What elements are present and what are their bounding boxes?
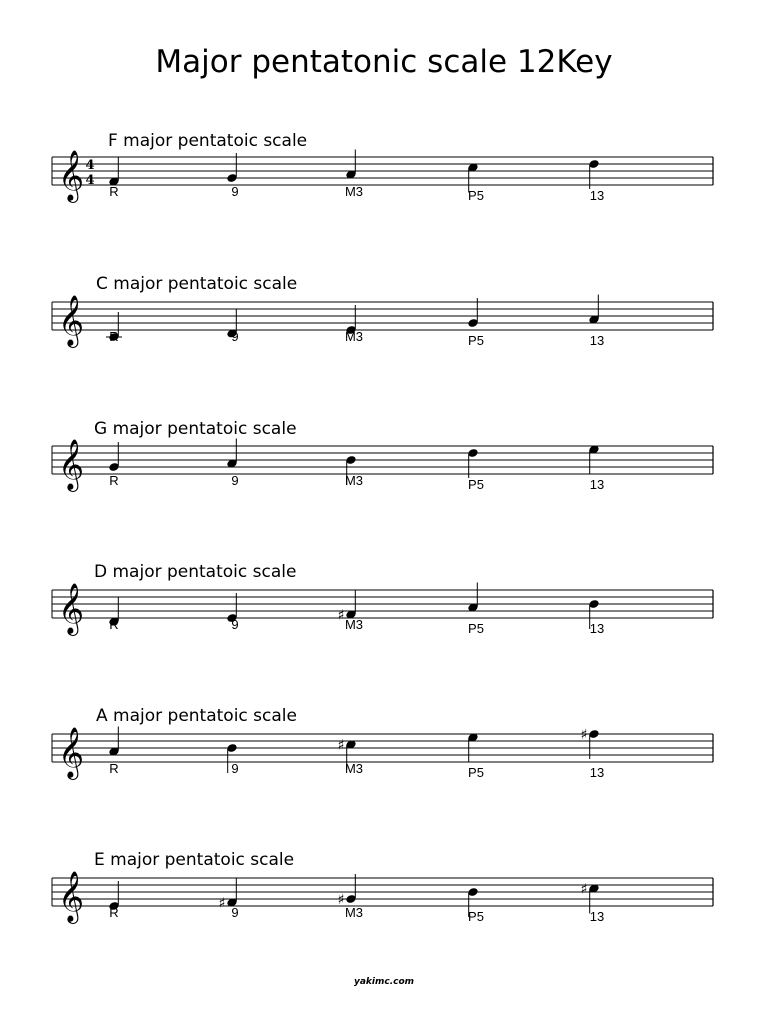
degree-label: M3 [344, 905, 364, 920]
degree-label: 13 [589, 621, 605, 636]
staff [0, 270, 768, 400]
treble-clef-icon: 𝄞 [58, 439, 85, 490]
degree-label: P5 [468, 477, 484, 492]
degree-label: 13 [589, 477, 605, 492]
sharp-icon: ♯ [337, 607, 345, 624]
note-g4 [226, 153, 238, 199]
treble-clef-icon: 𝄞 [58, 583, 85, 634]
treble-clef-icon: 𝄞 [58, 150, 85, 201]
degree-label: 9 [231, 617, 239, 632]
note-d4 [226, 309, 238, 345]
time-signature-top: 4 [85, 158, 95, 173]
degree-label: 13 [589, 188, 605, 203]
degree-label: R [109, 617, 119, 632]
scale-title: G major pentatoic scale [94, 419, 297, 439]
note-c5 [467, 162, 484, 203]
degree-label: M3 [344, 761, 364, 776]
footer-credit: yakimc.com [353, 977, 415, 987]
staff [0, 702, 768, 832]
note-e4 [108, 881, 120, 920]
treble-clef-icon: 𝄞 [58, 871, 85, 922]
degree-label: P5 [468, 909, 484, 924]
scale-block-c [0, 270, 768, 400]
scale-block-e [0, 846, 768, 976]
degree-label: P5 [468, 333, 484, 348]
degree-label: 13 [589, 765, 605, 780]
note-f5 [581, 727, 605, 780]
scale-block-a [0, 702, 768, 832]
note-a4 [588, 295, 604, 349]
treble-clef-icon: 𝄞 [58, 727, 85, 778]
time-signature-bottom: 4 [85, 173, 95, 188]
degree-label: R [109, 184, 119, 199]
degree-label: M3 [344, 184, 364, 199]
sharp-icon: ♯ [580, 881, 588, 898]
sharp-icon: ♯ [580, 727, 588, 743]
note-a4 [467, 583, 484, 637]
degree-label: P5 [468, 188, 484, 203]
note-e5 [467, 732, 484, 780]
scale-title: F major pentatoic scale [108, 131, 308, 151]
scale-title: C major pentatoic scale [96, 274, 298, 294]
treble-clef-icon: 𝄞 [58, 295, 85, 346]
note-d4 [108, 597, 120, 633]
note-c4 [106, 312, 122, 344]
scale-block-d [0, 558, 768, 688]
degree-label: 9 [231, 184, 239, 199]
note-e4 [226, 593, 238, 632]
degree-label: P5 [468, 621, 484, 636]
note-d5 [467, 448, 484, 492]
degree-label: 13 [589, 333, 605, 348]
note-c5 [581, 882, 605, 925]
degree-label: R [109, 473, 119, 488]
note-g4 [338, 874, 363, 920]
staff [0, 414, 768, 544]
scale-block-f [0, 125, 768, 255]
degree-label: M3 [344, 473, 364, 488]
degree-label: 9 [231, 473, 239, 488]
sharp-icon: ♯ [218, 895, 226, 912]
staff [0, 558, 768, 688]
note-e5 [588, 444, 604, 492]
note-e4 [345, 305, 363, 344]
degree-label: R [109, 761, 119, 776]
degree-label: 13 [589, 909, 605, 924]
scale-title: A major pentatoic scale [96, 706, 297, 726]
degree-label: 9 [231, 905, 239, 920]
staff [0, 125, 768, 255]
degree-label: R [109, 329, 119, 344]
sharp-icon: ♯ [337, 892, 345, 908]
note-c5 [338, 738, 363, 777]
staff [0, 846, 768, 976]
degree-label: M3 [344, 329, 364, 344]
scale-block-g [0, 414, 768, 544]
degree-label: P5 [468, 765, 484, 780]
degree-label: 9 [231, 329, 239, 344]
scale-title: E major pentatoic scale [94, 850, 295, 870]
degree-label: R [109, 905, 119, 920]
page-title: Major pentatonic scale 12Key [155, 44, 613, 80]
note-g4 [108, 442, 120, 488]
note-d5 [588, 159, 604, 203]
degree-label: 9 [231, 761, 239, 776]
sharp-icon: ♯ [337, 737, 345, 754]
degree-label: M3 [344, 617, 364, 632]
scale-title: D major pentatoic scale [94, 562, 297, 582]
